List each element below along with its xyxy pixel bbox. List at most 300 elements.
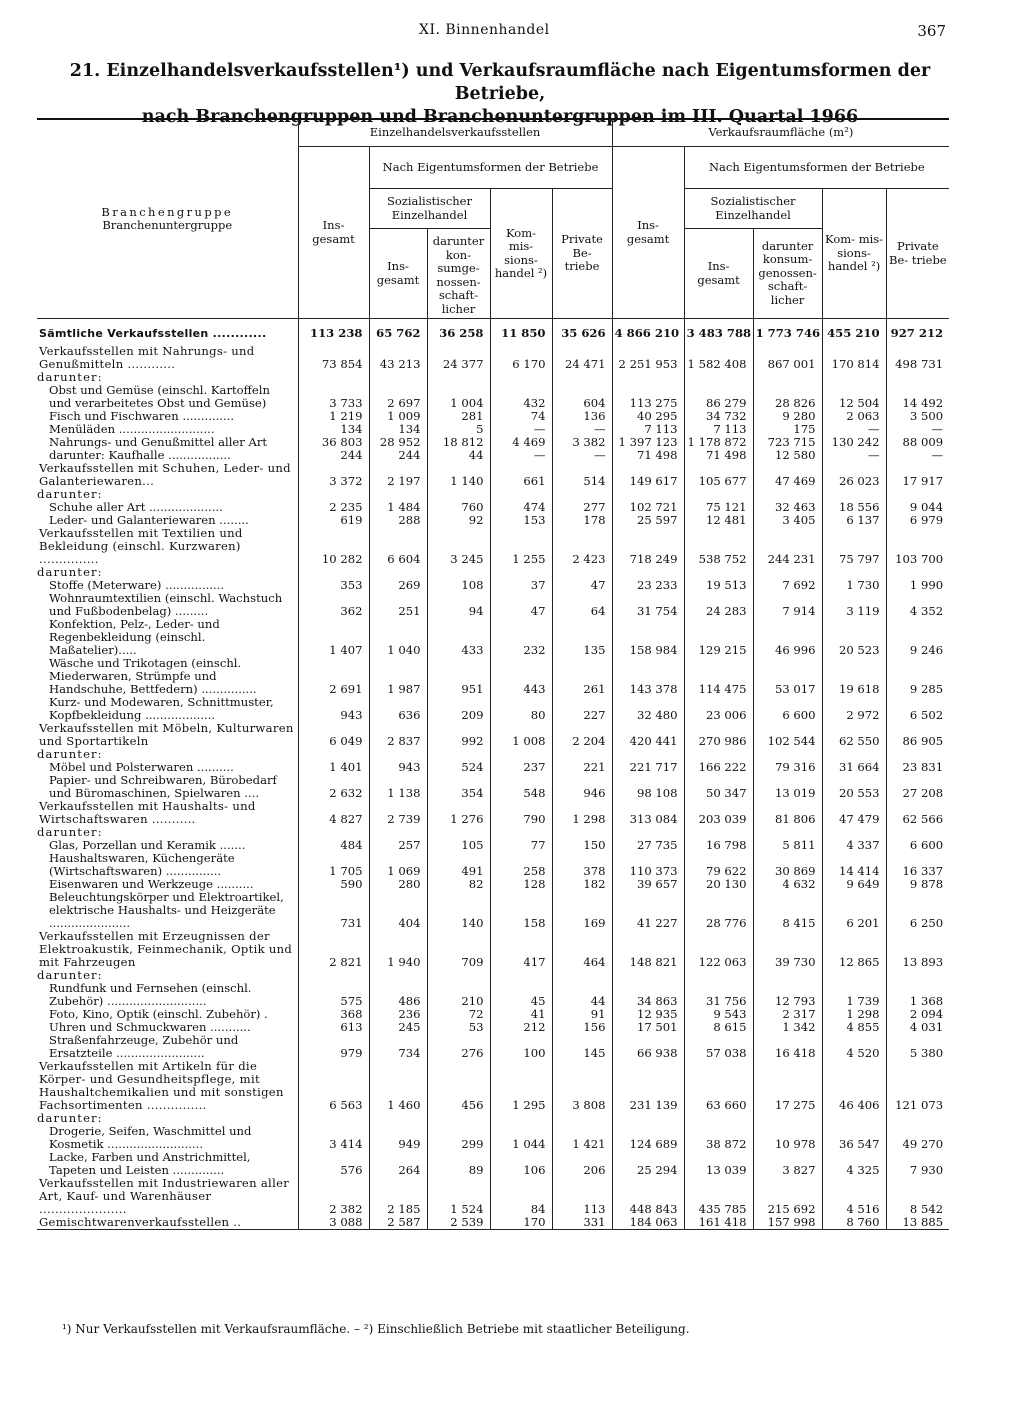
row-label: Drogerie, Seifen, Waschmittel und Kosmetik ..........................	[49, 1124, 252, 1151]
table-cell: 867 001	[753, 345, 822, 371]
table-cell: 149 617	[612, 462, 684, 488]
table-row	[37, 1151, 949, 1177]
table-cell: 2 317	[753, 1008, 822, 1021]
table-cell	[490, 969, 552, 982]
table-cell: 455 210	[822, 319, 886, 346]
table-cell: 2 204	[552, 722, 612, 748]
row-label: Foto, Kino, Optik (einschl. Zubehör) .	[49, 1007, 268, 1021]
row-label: Papier- und Schreibwaren, Bürobedarf und Büromaschinen, Spielwaren ....	[49, 773, 277, 800]
table-row	[37, 345, 949, 371]
title-line-1: 21. Einzelhandelsverkaufsstellen¹) und Verkaufsraumfläche nach Eigentumsformen der Betriebe,	[69, 61, 931, 104]
table-cell: 134	[369, 423, 427, 436]
row-label: Haushaltswaren, Küchengeräte (Wirtschaftswaren) ...............	[49, 851, 235, 878]
table-cell: 6 250	[886, 891, 949, 930]
table-cell: 169	[552, 891, 612, 930]
table-cell: 2 739	[369, 800, 427, 826]
table-cell: 718 249	[612, 527, 684, 566]
table-cell: 1 295	[490, 1060, 552, 1112]
table-cell: 44	[552, 982, 612, 1008]
table-cell: 57 038	[684, 1034, 753, 1060]
row-label: Schuhe aller Art ....................	[49, 500, 223, 514]
table-cell: 17 917	[886, 462, 949, 488]
table-cell: 236	[369, 1008, 427, 1021]
table-cell: 590	[298, 878, 369, 891]
table-cell: 84	[490, 1177, 552, 1216]
table-cell: 2 382	[298, 1177, 369, 1216]
table-cell: 24 377	[427, 345, 490, 371]
table-cell: 153	[490, 514, 552, 527]
table-cell: 210	[427, 982, 490, 1008]
table-cell	[612, 969, 684, 982]
row-label: Verkaufsstellen mit Haushalts- und Wirtschaftswaren ...........	[39, 799, 256, 826]
table-cell: 105 677	[684, 462, 753, 488]
table-cell: 12 580	[753, 449, 822, 462]
table-cell: 1 298	[552, 800, 612, 826]
table-cell: 1 044	[490, 1125, 552, 1151]
stub-header-line-1: Branchengruppe	[101, 204, 234, 219]
table-cell	[427, 1112, 490, 1125]
table-cell	[369, 371, 427, 384]
table-cell: 37	[490, 579, 552, 592]
table-cell: 464	[552, 930, 612, 969]
table-cell: 3 245	[427, 527, 490, 566]
table-cell: 276	[427, 1034, 490, 1060]
table-cell: 474	[490, 501, 552, 514]
table-cell: 353	[298, 579, 369, 592]
table-cell	[886, 371, 949, 384]
table-cell: 6 600	[886, 839, 949, 852]
table-cell: 258	[490, 852, 552, 878]
table-cell	[822, 969, 886, 982]
table-cell: 448 843	[612, 1177, 684, 1216]
table-cell: 13 019	[753, 774, 822, 800]
table-cell: 7 113	[684, 423, 753, 436]
table-cell: 636	[369, 696, 427, 722]
table-cell: 158 984	[612, 618, 684, 657]
table-cell: 43 213	[369, 345, 427, 371]
table-cell: 261	[552, 657, 612, 696]
table-cell	[753, 371, 822, 384]
table-cell: 420 441	[612, 722, 684, 748]
table-cell: 7 914	[753, 592, 822, 618]
table-cell: 251	[369, 592, 427, 618]
table-row	[37, 462, 949, 488]
row-label: Möbel und Polsterwaren ..........	[49, 760, 234, 774]
table-cell: 135	[552, 618, 612, 657]
table-cell: 1 178 872	[684, 436, 753, 449]
table-cell: 6 502	[886, 696, 949, 722]
table-cell: 24 283	[684, 592, 753, 618]
row-label: Beleuchtungskörper und Elektroartikel, elektrische Haushalts- und Heizgeräte ......................	[49, 890, 284, 930]
footnote: ¹) Nur Verkaufsstellen mit Verkaufsraumfläche. – ²) Einschließlich Betriebe mit staatlicher Beteiligung.	[62, 1322, 690, 1336]
table-cell: 12 793	[753, 982, 822, 1008]
table-cell: 221	[552, 761, 612, 774]
table-cell: 1 138	[369, 774, 427, 800]
table-cell: 100	[490, 1034, 552, 1060]
table-cell	[298, 371, 369, 384]
row-label: Verkaufsstellen mit Textilien und Bekleidung (einschl. Kurzwaren) ...............	[39, 526, 243, 566]
table-cell: 313 084	[612, 800, 684, 826]
table-cell: 34 732	[684, 410, 753, 423]
table-cell: 5 380	[886, 1034, 949, 1060]
table-cell: 1 004	[427, 384, 490, 410]
table-cell: 3 119	[822, 592, 886, 618]
table-cell: 486	[369, 982, 427, 1008]
table-cell: 2 587	[369, 1216, 427, 1230]
title-line-2: nach Branchengruppen und Branchenuntergruppen im III. Quartal 1966	[141, 107, 859, 127]
table-cell: 36 803	[298, 436, 369, 449]
table-cell: 619	[298, 514, 369, 527]
table-cell: 30 869	[753, 852, 822, 878]
statistics-table	[37, 118, 949, 1230]
table-cell: 1 342	[753, 1021, 822, 1034]
header-outlets-ownership: Nach Eigentumsformen der Betriebe	[369, 147, 612, 189]
table-cell: 6 137	[822, 514, 886, 527]
table-cell: —	[822, 423, 886, 436]
row-label: Sämtliche Verkaufsstellen ............	[39, 327, 267, 340]
table-cell	[427, 371, 490, 384]
table-cell: 150	[552, 839, 612, 852]
table-cell: 4 469	[490, 436, 552, 449]
table-cell: 2 063	[822, 410, 886, 423]
row-label: Konfektion, Pelz-, Leder- und Regenbekleidung (einschl. Maßatelier).....	[49, 617, 220, 657]
table-cell: 113 275	[612, 384, 684, 410]
table-cell: 3 483 788	[684, 319, 753, 346]
row-label: darunter:	[37, 565, 103, 579]
table-cell: 575	[298, 982, 369, 1008]
table-cell: 23 006	[684, 696, 753, 722]
table-cell: —	[490, 423, 552, 436]
table-row	[37, 1216, 949, 1230]
table-cell: 3 808	[552, 1060, 612, 1112]
header-area-coop: darunter konsum- genossen- schaft- licher	[753, 229, 822, 319]
table-cell: 81 806	[753, 800, 822, 826]
table-cell: 2 821	[298, 930, 369, 969]
table-cell: 432	[490, 384, 552, 410]
table-cell: 2 094	[886, 1008, 949, 1021]
row-label: darunter:	[37, 968, 103, 982]
table-cell: 124 689	[612, 1125, 684, 1151]
table-cell: 1 582 408	[684, 345, 753, 371]
table-cell: 114 475	[684, 657, 753, 696]
header-outlets-total: Ins- gesamt	[298, 147, 369, 319]
header-area-total: Ins- gesamt	[612, 147, 684, 319]
row-label: darunter:	[37, 1111, 103, 1125]
table-cell: 74	[490, 410, 552, 423]
table-cell: 3 500	[886, 410, 949, 423]
table-cell: 98 108	[612, 774, 684, 800]
header-area-commission: Kom- mis- sions- handel ²)	[822, 189, 886, 319]
table-cell	[298, 1112, 369, 1125]
table-cell: 108	[427, 579, 490, 592]
table-cell: 145	[552, 1034, 612, 1060]
table-cell: 86 905	[886, 722, 949, 748]
table-cell	[552, 969, 612, 982]
table-cell: 9 285	[886, 657, 949, 696]
table-header	[37, 119, 949, 319]
row-label: Eisenwaren und Werkzeuge ..........	[49, 877, 254, 891]
table-cell: 110 373	[612, 852, 684, 878]
table-cell: 4 866 210	[612, 319, 684, 346]
row-label: Fisch und Fischwaren ..............	[49, 409, 235, 423]
table-cell: 19 618	[822, 657, 886, 696]
table-cell: 362	[298, 592, 369, 618]
table-cell: 1 255	[490, 527, 552, 566]
table-cell: 613	[298, 1021, 369, 1034]
running-header	[0, 22, 1024, 42]
table-row	[37, 891, 949, 930]
table-cell: 4 632	[753, 878, 822, 891]
table-cell	[753, 969, 822, 982]
table-cell: 91	[552, 1008, 612, 1021]
table-cell: 221 717	[612, 761, 684, 774]
table-cell: 433	[427, 618, 490, 657]
table-cell: 257	[369, 839, 427, 852]
table-cell: 4 516	[822, 1177, 886, 1216]
table-cell: 158	[490, 891, 552, 930]
table-cell: 16 418	[753, 1034, 822, 1060]
table-cell	[822, 1112, 886, 1125]
table-cell: 39 730	[753, 930, 822, 969]
table-cell: 3 088	[298, 1216, 369, 1230]
table-cell: 548	[490, 774, 552, 800]
table-cell: 661	[490, 462, 552, 488]
table-cell: 89	[427, 1151, 490, 1177]
row-label: Wäsche und Trikotagen (einschl. Miederwaren, Strümpfe und Handschuhe, Bettfedern) ...............	[49, 656, 257, 696]
table-cell: 731	[298, 891, 369, 930]
table-cell	[684, 371, 753, 384]
table-cell: 88 009	[886, 436, 949, 449]
table-cell: 435 785	[684, 1177, 753, 1216]
table-row	[37, 722, 949, 748]
row-label: Rundfunk und Fernsehen (einschl. Zubehör) ...........................	[49, 981, 252, 1008]
table-cell: 20 523	[822, 618, 886, 657]
header-area-ownership: Nach Eigentumsformen der Betriebe	[684, 147, 949, 189]
table-cell: 10 978	[753, 1125, 822, 1151]
table-cell: 2 197	[369, 462, 427, 488]
table-cell: 27 208	[886, 774, 949, 800]
table-cell: 80	[490, 696, 552, 722]
table-cell	[684, 1112, 753, 1125]
table-cell: 47	[490, 592, 552, 618]
table-cell: 604	[552, 384, 612, 410]
table-cell: 39 657	[612, 878, 684, 891]
table-cell: 538 752	[684, 527, 753, 566]
table-cell: 6 600	[753, 696, 822, 722]
table-cell: 1 069	[369, 852, 427, 878]
table-cell: 62 550	[822, 722, 886, 748]
table-cell: 40 295	[612, 410, 684, 423]
table-cell: 1 298	[822, 1008, 886, 1021]
table-cell	[552, 371, 612, 384]
table-cell: 6 563	[298, 1060, 369, 1112]
table-cell	[552, 1112, 612, 1125]
table-cell: 28 952	[369, 436, 427, 449]
table-cell: 443	[490, 657, 552, 696]
table-cell: 1 730	[822, 579, 886, 592]
table-cell: 79 316	[753, 761, 822, 774]
header-outlets-socialist: Sozialistischer Einzelhandel	[369, 189, 490, 229]
table-cell: 73 854	[298, 345, 369, 371]
table-cell: 45	[490, 982, 552, 1008]
table-cell: 4 352	[886, 592, 949, 618]
table-cell: 6 049	[298, 722, 369, 748]
header-sales-area: Verkaufsraumfläche (m²)	[612, 119, 949, 147]
table-cell: 6 604	[369, 527, 427, 566]
row-label: Leder- und Galanteriewaren ........	[49, 513, 249, 527]
table-cell: 11 850	[490, 319, 552, 346]
table-cell: 927 212	[886, 319, 949, 346]
row-label: Glas, Porzellan und Keramik .......	[49, 838, 246, 852]
table-cell: 1 368	[886, 982, 949, 1008]
table-cell: 1 140	[427, 462, 490, 488]
table-cell: 20 553	[822, 774, 886, 800]
table-cell: 3 405	[753, 514, 822, 527]
table-cell: 102 721	[612, 501, 684, 514]
table-cell: 12 481	[684, 514, 753, 527]
table-cell	[298, 969, 369, 982]
table-cell: 36 258	[427, 319, 490, 346]
table-row	[37, 982, 949, 1008]
table-cell: 9 649	[822, 878, 886, 891]
table-cell	[369, 969, 427, 982]
table-cell: 49 270	[886, 1125, 949, 1151]
table-row	[37, 527, 949, 566]
table-cell: 723 715	[753, 436, 822, 449]
row-label: Verkaufsstellen mit Schuhen, Leder- und Galanteriewaren...	[39, 461, 291, 488]
table-cell: 4 337	[822, 839, 886, 852]
table-cell: 288	[369, 514, 427, 527]
table-cell: 72	[427, 1008, 490, 1021]
table-row	[37, 1034, 949, 1060]
table-cell: 46 406	[822, 1060, 886, 1112]
row-label: Wohnraumtextilien (einschl. Wachstuch und Fußbodenbelag) .........	[49, 591, 283, 618]
table-cell: 206	[552, 1151, 612, 1177]
table-cell: 148 821	[612, 930, 684, 969]
table-cell: 277	[552, 501, 612, 514]
table-cell: 1 987	[369, 657, 427, 696]
row-label: darunter:	[37, 370, 103, 384]
table-cell: 269	[369, 579, 427, 592]
table-cell: 299	[427, 1125, 490, 1151]
table-cell: 498 731	[886, 345, 949, 371]
table-cell: 12 504	[822, 384, 886, 410]
table-cell: 3 382	[552, 436, 612, 449]
table-cell: 75 121	[684, 501, 753, 514]
table-row	[37, 800, 949, 826]
table-cell: 41 227	[612, 891, 684, 930]
table-cell: —	[552, 423, 612, 436]
table-cell	[753, 1112, 822, 1125]
table-cell: 53	[427, 1021, 490, 1034]
table-row	[37, 657, 949, 696]
table-cell: 86 279	[684, 384, 753, 410]
header-outlets-socialist-total: Ins- gesamt	[369, 229, 427, 319]
table-row	[37, 319, 949, 346]
table-cell: 47	[552, 579, 612, 592]
table-cell: 31 756	[684, 982, 753, 1008]
table-cell: 992	[427, 722, 490, 748]
table-cell: 4 855	[822, 1021, 886, 1034]
table-cell: 203 039	[684, 800, 753, 826]
row-label: darunter: Kaufhalle .................	[49, 448, 231, 462]
section-title: XI. Binnenhandel	[419, 22, 550, 38]
table-cell	[612, 371, 684, 384]
page-number: 367	[917, 22, 946, 40]
table-row	[37, 384, 949, 410]
table-cell: 184 063	[612, 1216, 684, 1230]
table-cell: 121 073	[886, 1060, 949, 1112]
table-cell: 178	[552, 514, 612, 527]
table-cell: 1 739	[822, 982, 886, 1008]
table-cell: 157 998	[753, 1216, 822, 1230]
table-cell: 65 762	[369, 319, 427, 346]
table-cell: 6 170	[490, 345, 552, 371]
table-cell: 175	[753, 423, 822, 436]
table-cell: 943	[298, 696, 369, 722]
table-cell: 2 837	[369, 722, 427, 748]
table-cell: 1 009	[369, 410, 427, 423]
table-cell: 404	[369, 891, 427, 930]
row-label: darunter:	[37, 487, 103, 501]
row-label: Lacke, Farben und Anstrichmittel, Tapeten und Leisten ..............	[49, 1150, 251, 1177]
table-cell: 134	[298, 423, 369, 436]
table-cell: 106	[490, 1151, 552, 1177]
table-cell	[822, 371, 886, 384]
table-row	[37, 1125, 949, 1151]
table-cell: 12 935	[612, 1008, 684, 1021]
table-cell: 2 423	[552, 527, 612, 566]
table-cell: 1 401	[298, 761, 369, 774]
table-cell	[369, 1112, 427, 1125]
table-cell: 92	[427, 514, 490, 527]
table-cell: 2 251 953	[612, 345, 684, 371]
table-cell: 4 325	[822, 1151, 886, 1177]
table-cell: 8 760	[822, 1216, 886, 1230]
table-cell: 1 524	[427, 1177, 490, 1216]
table-cell: 170 814	[822, 345, 886, 371]
table-cell: 9 246	[886, 618, 949, 657]
table-cell: 456	[427, 1060, 490, 1112]
header-outlets-commission: Kom- mis- sions- handel ²)	[490, 189, 552, 319]
table-cell: 166 222	[684, 761, 753, 774]
table-cell: 5	[427, 423, 490, 436]
row-label: Verkaufsstellen mit Möbeln, Kulturwaren und Sportartikeln	[39, 721, 294, 748]
table-cell: 66 938	[612, 1034, 684, 1060]
table-cell: 9 543	[684, 1008, 753, 1021]
table-cell: 136	[552, 410, 612, 423]
table-cell: 23 233	[612, 579, 684, 592]
table-cell: 36 547	[822, 1125, 886, 1151]
table-cell: 6 979	[886, 514, 949, 527]
table-cell: 264	[369, 1151, 427, 1177]
table-cell: 2 632	[298, 774, 369, 800]
table-row	[37, 1060, 949, 1112]
table-cell: 10 282	[298, 527, 369, 566]
table-cell: 8 542	[886, 1177, 949, 1216]
table-cell: 50 347	[684, 774, 753, 800]
table-cell	[886, 1112, 949, 1125]
table-cell: 4 520	[822, 1034, 886, 1060]
table-cell: 53 017	[753, 657, 822, 696]
table-cell: 9 878	[886, 878, 949, 891]
table-cell: 237	[490, 761, 552, 774]
table-cell: 113 238	[298, 319, 369, 346]
table-cell: 38 872	[684, 1125, 753, 1151]
table-cell: 14 414	[822, 852, 886, 878]
table-cell: 17 275	[753, 1060, 822, 1112]
table-cell: 18 556	[822, 501, 886, 514]
